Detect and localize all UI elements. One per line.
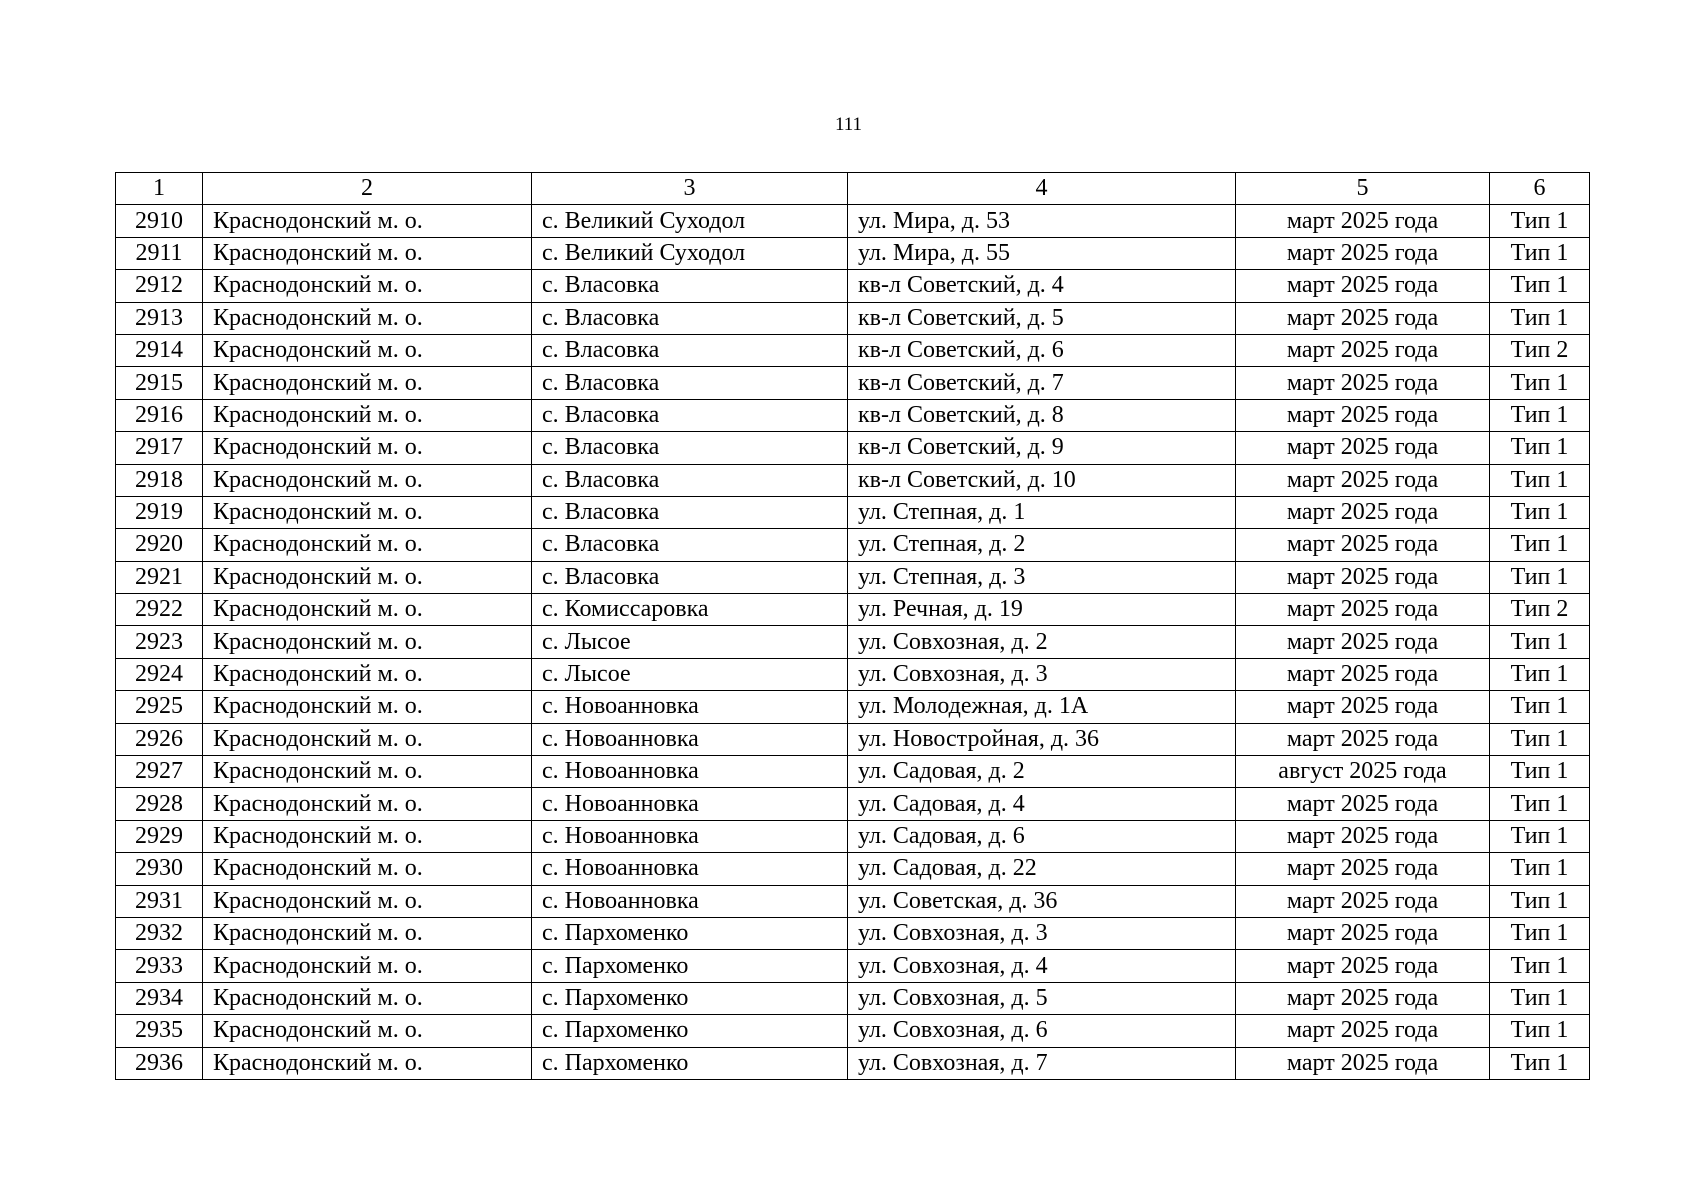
row-number-cell: 2924	[116, 658, 203, 690]
settlement-cell: с. Пархоменко	[532, 950, 848, 982]
row-number-cell: 2914	[116, 334, 203, 366]
date-cell: март 2025 года	[1236, 788, 1490, 820]
column-header-2: 2	[203, 173, 532, 205]
district-cell: Краснодонский м. о.	[203, 723, 532, 755]
row-number-cell: 2915	[116, 367, 203, 399]
type-cell: Тип 1	[1490, 496, 1590, 528]
settlement-cell: с. Пархоменко	[532, 917, 848, 949]
type-cell: Тип 1	[1490, 917, 1590, 949]
type-cell: Тип 1	[1490, 529, 1590, 561]
row-number-cell: 2936	[116, 1047, 203, 1079]
district-cell: Краснодонский м. о.	[203, 302, 532, 334]
settlement-cell: с. Новоанновка	[532, 820, 848, 852]
table-row	[116, 594, 1590, 626]
type-cell: Тип 1	[1490, 626, 1590, 658]
table-row	[116, 853, 1590, 885]
address-cell: ул. Совхозная, д. 6	[848, 1015, 1236, 1047]
table-row	[116, 1015, 1590, 1047]
address-cell: кв-л Советский, д. 7	[848, 367, 1236, 399]
type-cell: Тип 1	[1490, 367, 1590, 399]
district-cell: Краснодонский м. о.	[203, 950, 532, 982]
type-cell: Тип 1	[1490, 399, 1590, 431]
settlement-cell: с. Власовка	[532, 399, 848, 431]
table-row	[116, 399, 1590, 431]
page-number: 111	[834, 114, 863, 135]
date-cell: август 2025 года	[1236, 756, 1490, 788]
district-cell: Краснодонский м. о.	[203, 885, 532, 917]
table-row	[116, 788, 1590, 820]
district-cell: Краснодонский м. о.	[203, 626, 532, 658]
date-cell: март 2025 года	[1236, 270, 1490, 302]
row-number-cell: 2931	[116, 885, 203, 917]
settlement-cell: с. Власовка	[532, 334, 848, 366]
settlement-cell: с. Великий Суходол	[532, 205, 848, 237]
row-number-cell: 2912	[116, 270, 203, 302]
date-cell: март 2025 года	[1236, 529, 1490, 561]
row-number-cell: 2926	[116, 723, 203, 755]
table-body	[116, 205, 1590, 1080]
row-number-cell: 2910	[116, 205, 203, 237]
date-cell: март 2025 года	[1236, 205, 1490, 237]
address-cell: ул. Совхозная, д. 5	[848, 982, 1236, 1014]
row-number-cell: 2935	[116, 1015, 203, 1047]
date-cell: март 2025 года	[1236, 496, 1490, 528]
district-cell: Краснодонский м. о.	[203, 788, 532, 820]
address-cell: ул. Степная, д. 2	[848, 529, 1236, 561]
address-cell: ул. Мира, д. 55	[848, 237, 1236, 269]
date-cell: март 2025 года	[1236, 917, 1490, 949]
address-cell: ул. Мира, д. 53	[848, 205, 1236, 237]
address-cell: ул. Садовая, д. 4	[848, 788, 1236, 820]
settlement-cell: с. Власовка	[532, 432, 848, 464]
settlement-cell: с. Власовка	[532, 302, 848, 334]
row-number-cell: 2923	[116, 626, 203, 658]
type-cell: Тип 1	[1490, 691, 1590, 723]
type-cell: Тип 1	[1490, 205, 1590, 237]
row-number-cell: 2917	[116, 432, 203, 464]
district-cell: Краснодонский м. о.	[203, 594, 532, 626]
table-row	[116, 205, 1590, 237]
table-row	[116, 820, 1590, 852]
settlement-cell: с. Лысое	[532, 626, 848, 658]
district-cell: Краснодонский м. о.	[203, 432, 532, 464]
district-cell: Краснодонский м. о.	[203, 1015, 532, 1047]
address-cell: ул. Совхозная, д. 7	[848, 1047, 1236, 1079]
settlement-cell: с. Пархоменко	[532, 982, 848, 1014]
address-cell: ул. Новостройная, д. 36	[848, 723, 1236, 755]
table-row	[116, 270, 1590, 302]
date-cell: март 2025 года	[1236, 658, 1490, 690]
settlement-cell: с. Власовка	[532, 529, 848, 561]
settlement-cell: с. Власовка	[532, 270, 848, 302]
settlement-cell: с. Пархоменко	[532, 1015, 848, 1047]
row-number-cell: 2916	[116, 399, 203, 431]
district-cell: Краснодонский м. о.	[203, 464, 532, 496]
row-number-cell: 2934	[116, 982, 203, 1014]
type-cell: Тип 1	[1490, 270, 1590, 302]
address-cell: ул. Степная, д. 3	[848, 561, 1236, 593]
settlement-cell: с. Новоанновка	[532, 853, 848, 885]
settlement-cell: с. Власовка	[532, 464, 848, 496]
row-number-cell: 2918	[116, 464, 203, 496]
type-cell: Тип 1	[1490, 756, 1590, 788]
table-header-row	[116, 173, 1590, 205]
date-cell: март 2025 года	[1236, 561, 1490, 593]
settlement-cell: с. Новоанновка	[532, 756, 848, 788]
settlement-cell: с. Власовка	[532, 561, 848, 593]
type-cell: Тип 2	[1490, 334, 1590, 366]
row-number-cell: 2928	[116, 788, 203, 820]
settlement-cell: с. Новоанновка	[532, 885, 848, 917]
table-row	[116, 464, 1590, 496]
settlement-cell: с. Новоанновка	[532, 691, 848, 723]
settlement-cell: с. Пархоменко	[532, 1047, 848, 1079]
district-cell: Краснодонский м. о.	[203, 205, 532, 237]
address-cell: ул. Садовая, д. 6	[848, 820, 1236, 852]
address-cell: ул. Совхозная, д. 3	[848, 658, 1236, 690]
date-cell: март 2025 года	[1236, 723, 1490, 755]
district-cell: Краснодонский м. о.	[203, 756, 532, 788]
row-number-cell: 2930	[116, 853, 203, 885]
type-cell: Тип 1	[1490, 561, 1590, 593]
district-cell: Краснодонский м. о.	[203, 334, 532, 366]
district-cell: Краснодонский м. о.	[203, 982, 532, 1014]
address-cell: ул. Совхозная, д. 4	[848, 950, 1236, 982]
type-cell: Тип 1	[1490, 464, 1590, 496]
district-cell: Краснодонский м. о.	[203, 658, 532, 690]
district-cell: Краснодонский м. о.	[203, 853, 532, 885]
table-row	[116, 1047, 1590, 1079]
type-cell: Тип 1	[1490, 237, 1590, 269]
table-row	[116, 950, 1590, 982]
type-cell: Тип 1	[1490, 658, 1590, 690]
date-cell: март 2025 года	[1236, 594, 1490, 626]
column-header-1: 1	[116, 173, 203, 205]
district-cell: Краснодонский м. о.	[203, 270, 532, 302]
row-number-cell: 2927	[116, 756, 203, 788]
type-cell: Тип 1	[1490, 432, 1590, 464]
table-row	[116, 885, 1590, 917]
date-cell: март 2025 года	[1236, 1047, 1490, 1079]
type-cell: Тип 1	[1490, 302, 1590, 334]
settlement-cell: с. Лысое	[532, 658, 848, 690]
type-cell: Тип 1	[1490, 788, 1590, 820]
address-cell: ул. Совхозная, д. 3	[848, 917, 1236, 949]
type-cell: Тип 1	[1490, 885, 1590, 917]
district-cell: Краснодонский м. о.	[203, 561, 532, 593]
type-cell: Тип 1	[1490, 853, 1590, 885]
date-cell: март 2025 года	[1236, 982, 1490, 1014]
table-row	[116, 237, 1590, 269]
address-cell: кв-л Советский, д. 5	[848, 302, 1236, 334]
settlement-cell: с. Власовка	[532, 496, 848, 528]
district-cell: Краснодонский м. о.	[203, 496, 532, 528]
address-cell: ул. Садовая, д. 2	[848, 756, 1236, 788]
date-cell: март 2025 года	[1236, 820, 1490, 852]
row-number-cell: 2921	[116, 561, 203, 593]
table-row	[116, 432, 1590, 464]
date-cell: март 2025 года	[1236, 237, 1490, 269]
address-cell: кв-л Советский, д. 9	[848, 432, 1236, 464]
address-cell: ул. Советская, д. 36	[848, 885, 1236, 917]
district-cell: Краснодонский м. о.	[203, 399, 532, 431]
date-cell: март 2025 года	[1236, 691, 1490, 723]
row-number-cell: 2913	[116, 302, 203, 334]
date-cell: март 2025 года	[1236, 334, 1490, 366]
settlement-cell: с. Великий Суходол	[532, 237, 848, 269]
row-number-cell: 2925	[116, 691, 203, 723]
address-cell: ул. Молодежная, д. 1А	[848, 691, 1236, 723]
row-number-cell: 2919	[116, 496, 203, 528]
settlement-cell: с. Комиссаровка	[532, 594, 848, 626]
type-cell: Тип 1	[1490, 1047, 1590, 1079]
table-row	[116, 982, 1590, 1014]
district-cell: Краснодонский м. о.	[203, 1047, 532, 1079]
row-number-cell: 2933	[116, 950, 203, 982]
date-cell: март 2025 года	[1236, 853, 1490, 885]
date-cell: март 2025 года	[1236, 399, 1490, 431]
table-row	[116, 723, 1590, 755]
district-cell: Краснодонский м. о.	[203, 529, 532, 561]
row-number-cell: 2929	[116, 820, 203, 852]
address-cell: ул. Речная, д. 19	[848, 594, 1236, 626]
type-cell: Тип 1	[1490, 950, 1590, 982]
date-cell: март 2025 года	[1236, 432, 1490, 464]
type-cell: Тип 1	[1490, 820, 1590, 852]
column-header-4: 4	[848, 173, 1236, 205]
settlement-cell: с. Новоанновка	[532, 723, 848, 755]
district-cell: Краснодонский м. о.	[203, 367, 532, 399]
type-cell: Тип 1	[1490, 1015, 1590, 1047]
district-cell: Краснодонский м. о.	[203, 691, 532, 723]
address-cell: кв-л Советский, д. 4	[848, 270, 1236, 302]
table-row	[116, 561, 1590, 593]
date-cell: март 2025 года	[1236, 1015, 1490, 1047]
address-cell: ул. Степная, д. 1	[848, 496, 1236, 528]
table-row	[116, 302, 1590, 334]
type-cell: Тип 1	[1490, 723, 1590, 755]
district-cell: Краснодонский м. о.	[203, 917, 532, 949]
column-header-3: 3	[532, 173, 848, 205]
type-cell: Тип 2	[1490, 594, 1590, 626]
address-cell: ул. Садовая, д. 22	[848, 853, 1236, 885]
table-row	[116, 658, 1590, 690]
row-number-cell: 2922	[116, 594, 203, 626]
address-cell: ул. Совхозная, д. 2	[848, 626, 1236, 658]
table-row	[116, 367, 1590, 399]
date-cell: март 2025 года	[1236, 885, 1490, 917]
address-cell: кв-л Советский, д. 10	[848, 464, 1236, 496]
table-row	[116, 691, 1590, 723]
date-cell: март 2025 года	[1236, 302, 1490, 334]
district-cell: Краснодонский м. о.	[203, 820, 532, 852]
row-number-cell: 2920	[116, 529, 203, 561]
column-header-6: 6	[1490, 173, 1590, 205]
district-cell: Краснодонский м. о.	[203, 237, 532, 269]
date-cell: март 2025 года	[1236, 464, 1490, 496]
table-row	[116, 626, 1590, 658]
date-cell: март 2025 года	[1236, 367, 1490, 399]
date-cell: март 2025 года	[1236, 626, 1490, 658]
document-table	[115, 172, 1590, 1080]
row-number-cell: 2932	[116, 917, 203, 949]
table-row	[116, 756, 1590, 788]
address-cell: кв-л Советский, д. 6	[848, 334, 1236, 366]
settlement-cell: с. Власовка	[532, 367, 848, 399]
type-cell: Тип 1	[1490, 982, 1590, 1014]
row-number-cell: 2911	[116, 237, 203, 269]
address-cell: кв-л Советский, д. 8	[848, 399, 1236, 431]
date-cell: март 2025 года	[1236, 950, 1490, 982]
table-row	[116, 529, 1590, 561]
column-header-5: 5	[1236, 173, 1490, 205]
table-row	[116, 334, 1590, 366]
settlement-cell: с. Новоанновка	[532, 788, 848, 820]
table-row	[116, 917, 1590, 949]
table-row	[116, 496, 1590, 528]
